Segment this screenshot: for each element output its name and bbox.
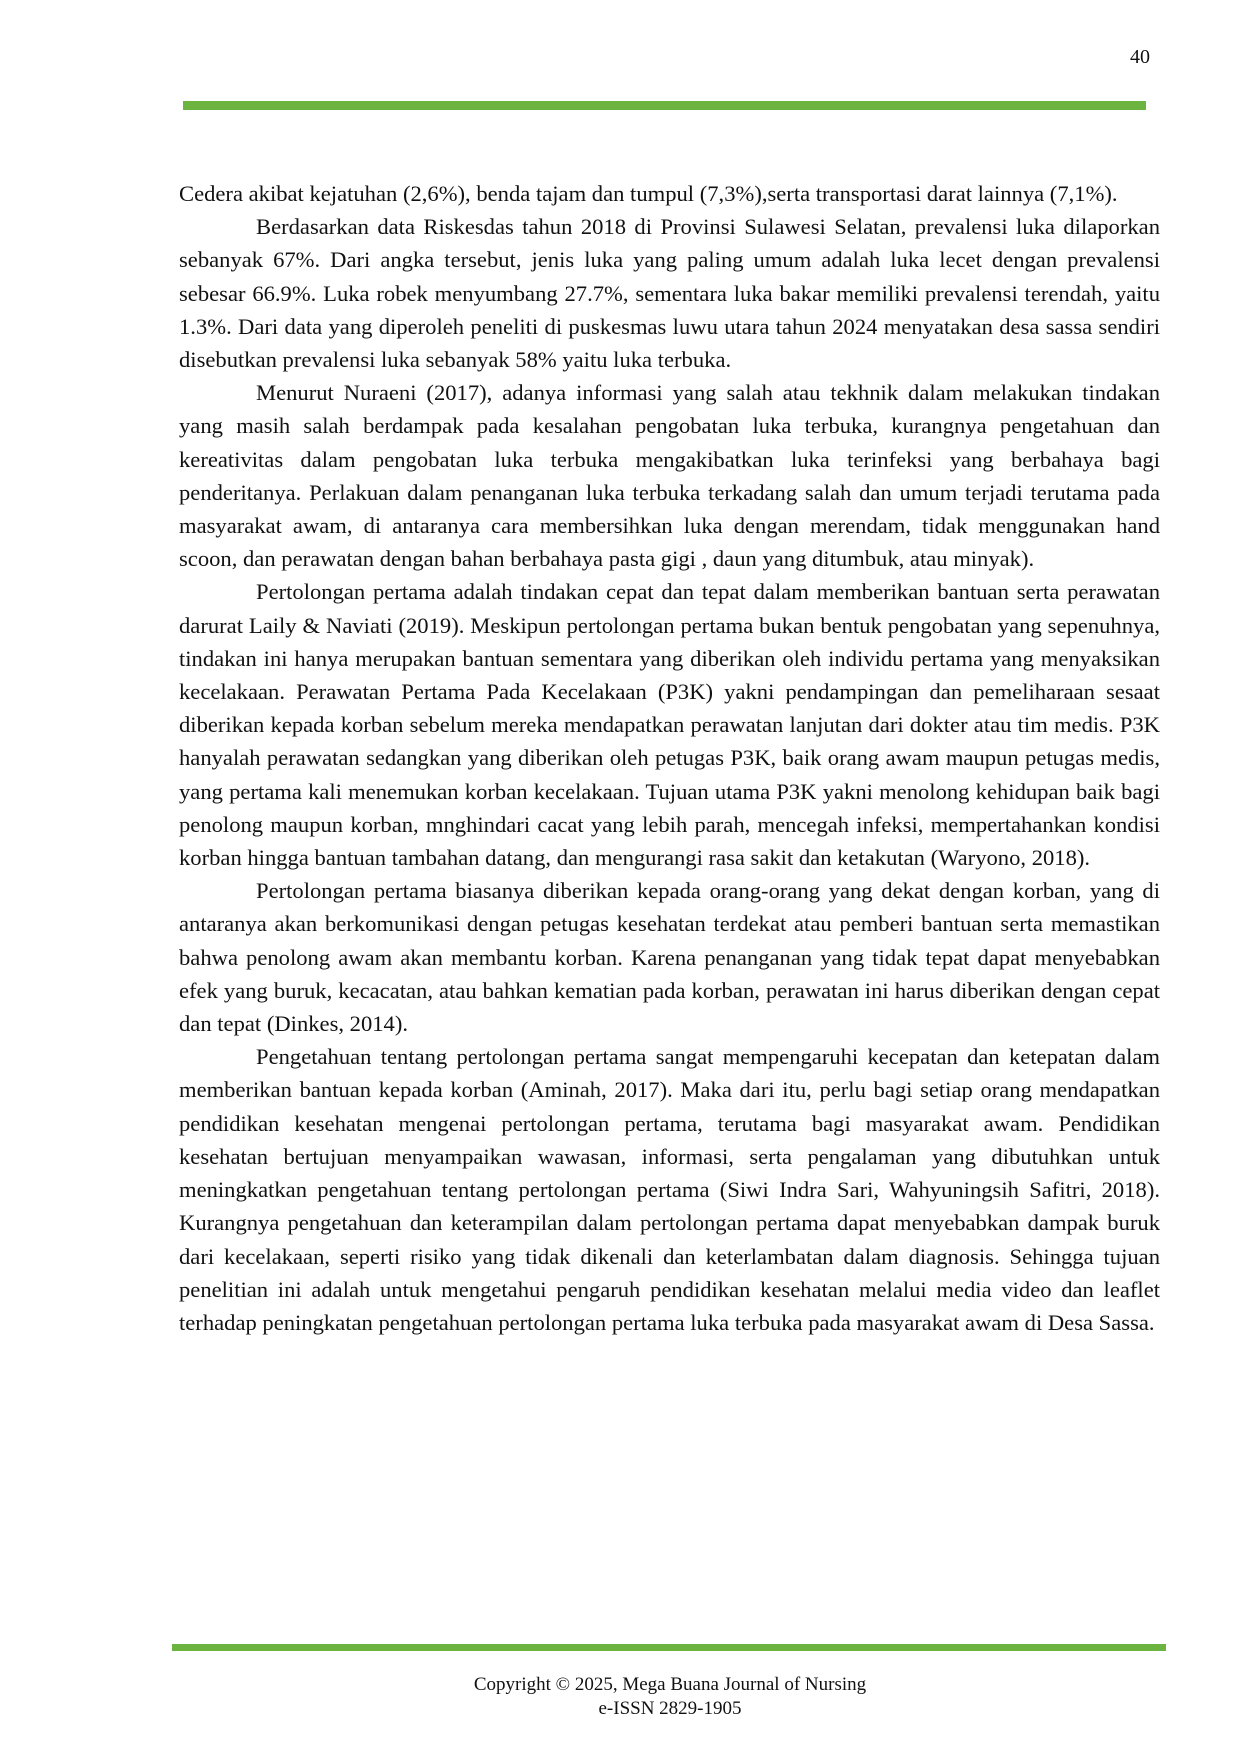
- issn-line: e-ISSN 2829-1905: [598, 1698, 742, 1719]
- page-footer: [0, 1673, 1240, 1721]
- paragraph-nuraeni: Menurut Nuraeni (2017), adanya informasi yang salah atau tekhnik dalam melakukan tindakan yang masih salah berdampak pada kesalahan pengobatan luka terbuka, kurangnya pengetahuan dan kereativitas dalam pengobatan luka terbuka mengakibatkan luka terinfeksi yang berbahaya bagi penderitanya. Perlakuan dalam penanganan luka terbuka terkadang salah dan umum terjadi terutama pada masyarakat awam, di antaranya cara membersihkan luka dengan merendam, tidak menggunakan hand scoon, dan perawatan dengan bahan berbahaya pasta gigi , daun yang ditumbuk, atau minyak).: [179, 380, 1160, 572]
- copyright-line: Copyright © 2025, Mega Buana Journal of Nursing: [473, 1674, 867, 1695]
- paragraph-riskesdas: Berdasarkan data Riskesdas tahun 2018 di Provinsi Sulawesi Selatan, prevalensi luka dilaporkan sebanyak 67%. Dari angka tersebut, jenis luka yang paling umum adalah luka lecet dengan prevalensi sebesar 66.9%. Luka robek menyumbang 27.7%, sementara luka bakar memiliki prevalensi terendah, yaitu 1.3%. Dari data yang diperoleh peneliti di puskesmas luwu utara tahun 2024 menyatakan desa sassa sendiri disebutkan prevalensi luka sebanyak 58% yaitu luka terbuka.: [179, 214, 1160, 373]
- paragraph-continuation: Cedera akibat kejatuhan (2,6%), benda tajam dan tumpul (7,3%),serta transportasi darat lainnya (7,1%).: [179, 181, 1118, 206]
- paragraph-first-aid-providers: Pertolongan pertama biasanya diberikan kepada orang-orang yang dekat dengan korban, yang di antaranya akan berkomunikasi dengan petugas kesehatan terdekat atau pemberi bantuan serta memastikan bahwa penolong awam akan membantu korban. Karena penanganan yang tidak tepat dapat menyebabkan efek yang buruk, kecacatan, atau bahkan kematian pada korban, perawatan ini harus diberikan dengan cepat dan tepat (Dinkes, 2014).: [179, 878, 1160, 1037]
- paragraph-knowledge: Pengetahuan tentang pertolongan pertama sangat mempengaruhi kecepatan dan ketepatan dalam memberikan bantuan kepada korban (Aminah, 2017). Maka dari itu, perlu bagi setiap orang mendapatkan pendidikan kesehatan mengenai pertolongan pertama, terutama bagi masyarakat awam. Pendidikan kesehatan bertujuan menyampaikan wawasan, informasi, serta pengalaman yang dibutuhkan untuk meningkatkan pengetahuan tentang pertolongan pertama (Siwi Indra Sari, Wahyuningsih Safitri, 2018). Kurangnya pengetahuan dan keterampilan dalam pertolongan pertama dapat menyebabkan dampak buruk dari kecelakaan, seperti risiko yang tidak dikenali dan keterlambatan dalam diagnosis. Sehingga tujuan penelitian ini adalah untuk mengetahui pengaruh pendidikan kesehatan melalui media video dan leaflet terhadap peningkatan pengetahuan pertolongan pertama luka terbuka pada masyarakat awam di Desa Sassa.: [179, 1044, 1160, 1335]
- footer-divider: [172, 1644, 1166, 1651]
- header-divider: [183, 101, 1146, 110]
- paragraph-first-aid-definition: Pertolongan pertama adalah tindakan cepat dan tepat dalam memberikan bantuan serta perawatan darurat Laily & Naviati (2019). Meskipun pertolongan pertama bukan bentuk pengobatan yang sepenuhnya, tindakan ini hanya merupakan bantuan sementara yang diberikan oleh individu pertama yang menyaksikan kecelakaan. Perawatan Pertama Pada Kecelakaan (P3K) yakni pendampingan dan pemeliharaan sesaat diberikan kepada korban sebelum mereka mendapatkan perawatan lanjutan dari dokter atau tim medis. P3K hanyalah perawatan sedangkan yang diberikan oleh petugas P3K, baik orang awam maupun petugas medis, yang pertama kali menemukan korban kecelakaan. Tujuan utama P3K yakni menolong kehidupan baik bagi penolong maupun korban, mnghindari cacat yang lebih parah, mencegah infeksi, mempertahankan kondisi korban hingga bantuan tambahan datang, dan mengurangi rasa sakit dan ketakutan (Waryono, 2018).: [179, 579, 1160, 871]
- page-number: 40: [1130, 46, 1150, 68]
- article-body: [179, 177, 1160, 1339]
